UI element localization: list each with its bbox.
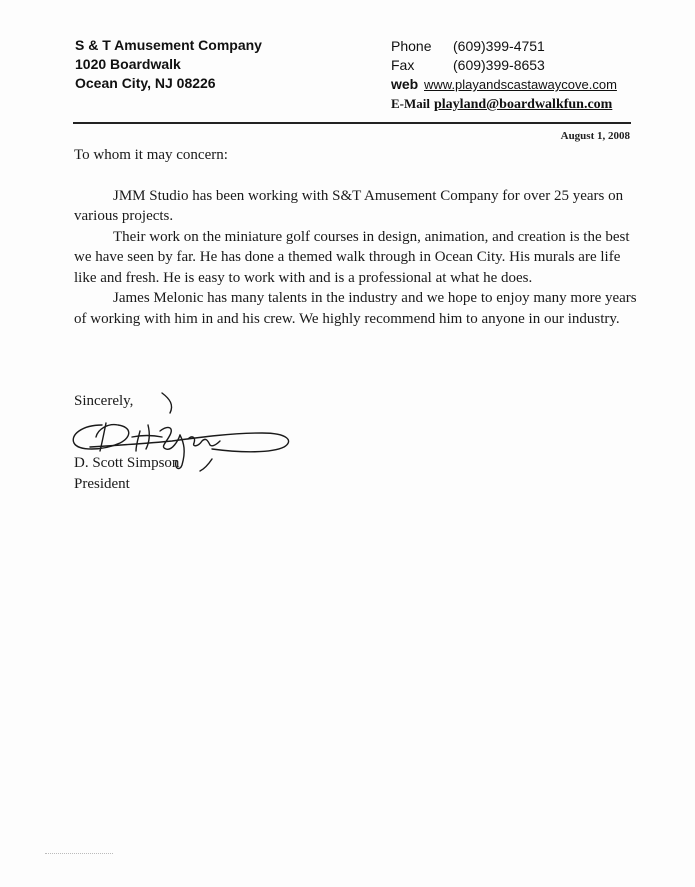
web-link[interactable]: www.playandscastawaycove.com (424, 77, 617, 92)
letterhead-contact-block (391, 37, 617, 114)
signer-name: D. Scott Simpson (74, 455, 180, 471)
salutation: To whom it may concern: (74, 147, 228, 163)
web-row (391, 75, 617, 94)
letterhead-company-block (75, 36, 262, 93)
email-row (391, 94, 617, 114)
fax-label: Fax (391, 57, 415, 73)
body-paragraph-1: JMM Studio has been working with S&T Amusement Company for over 25 years on various projects. (74, 187, 624, 224)
body-paragraph-2: Their work on the miniature golf courses in design, animation, and creation is the best we have seen by far. He has done a themed walk through in Ocean City. His murals are life like and fresh. He is easy to work with and is a professional at what he does. (74, 228, 630, 286)
body-paragraph-3: James Melonic has many talents in the industry and we hope to enjoy many more years of working with him in and his crew. We highly recommend him to anyone in our industry. (74, 290, 637, 327)
address-street: 1020 Boardwalk (75, 56, 181, 72)
scan-artifact (45, 853, 113, 856)
fax-row (391, 56, 617, 75)
address-city: Ocean City, NJ 08226 (75, 75, 216, 91)
signer-block (74, 453, 179, 495)
letter-body (74, 145, 639, 329)
company-name: S & T Amusement Company (75, 37, 262, 53)
web-label: web (391, 76, 419, 92)
letterhead-divider (73, 122, 631, 124)
closing: Sincerely, (74, 393, 134, 409)
letter-date: August 1, 2008 (560, 130, 630, 142)
phone-label: Phone (391, 38, 432, 54)
phone-row (391, 37, 617, 56)
email-label: E-Mail (391, 96, 430, 111)
signer-title: President (74, 476, 130, 492)
phone-number: (609)399-4751 (453, 38, 545, 54)
fax-number: (609)399-8653 (453, 57, 545, 73)
email-link[interactable]: playland@boardwalkfun.com (434, 97, 613, 112)
